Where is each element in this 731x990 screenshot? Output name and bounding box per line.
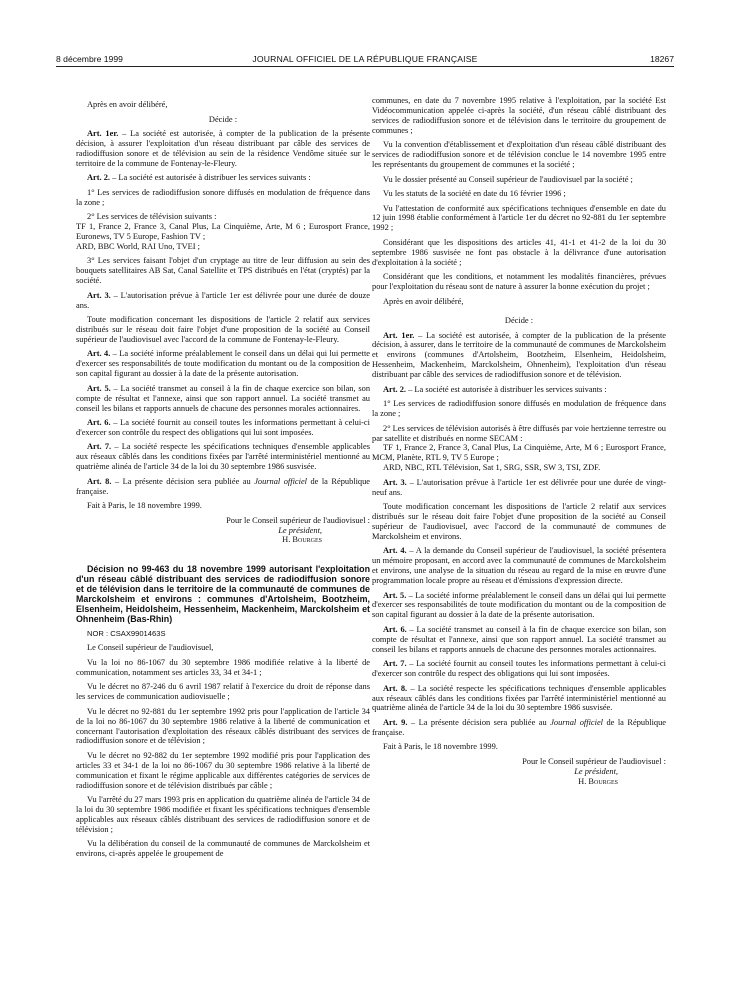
article-2-item-3: 3° Les services faisant l'objet d'un cryptage au titre de leur diffusion au sein des bouquets satellitaires AB Sat, Canal Satellite et TPS distribués en l'état (cryptés) par la société.: [76, 256, 370, 286]
article-text: – La société fournit au conseil toutes les informations permettant à celui-ci d'exercer son contrôle du respect des obligations qui lui sont imposées.: [372, 659, 666, 679]
header-date: 8 décembre 1999: [56, 54, 123, 64]
article-8: [76, 477, 370, 497]
decision-title: Décision no 99-463 du 18 novembre 1999 autorisant l'exploitation d'un réseau câblé distribuant des services de radiodiffusion sonore et de télévision dans le territoire de la communauté de communes de Marckolsheim et environs : communes d'Artolsheim, Bootzheim, Elsenheim, Heidolsheim, Hessenheim, Mackenheim, Marckolsheim et Ohnenheim (Bas-Rhin): [76, 564, 370, 625]
article-label: Art. 1er.: [383, 330, 415, 340]
article-7: [372, 659, 666, 679]
tv-services-foreign: ARD, NBC, RTL Télévision, Sat 1, SRG, SSR, SW 3, TSI, ZDF.: [383, 463, 601, 473]
article-text-end: de la République française.: [372, 717, 667, 737]
article-label: Art. 6.: [383, 624, 407, 634]
signature-name: H. Bourges: [578, 776, 618, 786]
visa-2: Vu le décret no 87-246 du 6 avril 1987 relatif à l'exercice du droit de réponse dans les services de communication audiovisuelle ;: [76, 682, 370, 702]
visa-9: Vu les statuts de la société en date du 16 février 1996 ;: [383, 189, 566, 199]
article-text: – La société informe préalablement le conseil dans un délai qui lui permette d'exercer ses responsabilités de toute modification du montant ou de la composition de son capital figurant au dossier à la date de la présente autorisation.: [372, 590, 666, 620]
signing-date: Fait à Paris, le 18 novembre 1999.: [87, 501, 202, 511]
article-5: [372, 591, 666, 621]
article-8: [372, 684, 666, 714]
visa-10: Vu l'attestation de conformité aux spécifications techniques d'ensemble en date du 12 juin 1998 établie conformément à l'article 1er du décret no 92-881 du 1er septembre 1992 ;: [372, 203, 666, 233]
tv-services-list: TF 1, France 2, France 3, Canal Plus, La Cinquième, Arte, M 6 ; Eurosport France, Euronews, TV 5 Europe, Fashion TV ;: [76, 222, 370, 241]
article-text: – A la demande du Conseil supérieur de l'audiovisuel, la société présentera un mémoire proposant, en accord avec la communauté de communes de Marckolsheim et environs, une analyse de la situation du réseau au regard de la mise en œuvre d'une programmation locale propre au réseau et d'émissions d'expression directe.: [372, 546, 666, 586]
article-text: – La société informe préalablement le conseil dans un délai qui lui permette d'exercer ses responsabilités de toute modification du montant ou de la composition de son capital figurant au dossier à la date de la présente autorisation.: [76, 349, 370, 379]
article-label: Art. 5.: [87, 383, 111, 393]
journal-name: Journal officiel: [550, 717, 603, 727]
decide-heading: Décide :: [504, 316, 534, 326]
article-label: Art. 4.: [87, 349, 111, 359]
article-1: [372, 331, 666, 381]
left-column: [76, 100, 370, 864]
article-3: [372, 478, 666, 498]
deliberation-line: Après en avoir délibéré,: [87, 100, 168, 109]
article-3-paragraph: Toute modification concernant les dispositions de l'article 2 relatif aux services distribués sur le réseau doit faire l'objet d'une proposition de la société au Conseil supérieur de l'audiovisuel avec l'accord de la commune de Fontenay-le-Fleury.: [76, 315, 370, 344]
article-2: [76, 173, 370, 183]
article-text: – La société fournit au conseil toutes les informations permettant à celui-ci d'exercer son contrôle du respect des obligations qui lui sont imposées.: [76, 418, 370, 437]
article-text: – La présente décision sera publiée au: [111, 476, 255, 486]
article-text-end: de la République française.: [76, 476, 371, 496]
article-text: – La société transmet au conseil à la fin de chaque exercice son bilan, son compte de résultat et l'annexe, ainsi que son rapport annuel. La société transmet au conseil les bilans et rapports annuels de chacune des personnes morales actionnaires.: [372, 624, 667, 654]
tv-services-list: TF 1, France 2, France 3, Canal Plus, La Cinquième, Arte, M 6 ; Eurosport France, MCM, Planète, RTL 9, TV 5 Europe ;: [372, 443, 666, 463]
visa-6-continued: communes, en date du 7 novembre 1995 relative à l'exploitation, par la société Est Vidéocommunication appelée ci-après la société, d'un réseau câblé distribuant des services de radiodiffusion sonore et de télévision dans le territoire du groupement de communes ;: [372, 96, 666, 135]
visa-6: Vu la délibération du conseil de la communauté de communes de Marckolsheim et environs, ci-après appelée le groupement de: [76, 839, 370, 859]
journal-name: Journal officiel: [254, 476, 307, 486]
article-label: Art. 9.: [383, 717, 408, 727]
article-label: Art. 7.: [87, 442, 112, 452]
article-3-paragraph: Toute modification concernant les dispositions de l'article 2 relatif aux services distribués sur le réseau doit faire l'objet d'une proposition de la société au Conseil supérieur de l'audiovisuel, avec l'accord de la communauté de communes de Marckolsheim et environs.: [372, 502, 666, 541]
article-6: [76, 418, 370, 438]
deliberation-line: Après en avoir délibéré,: [383, 296, 464, 306]
article-9: [372, 718, 666, 738]
article-text: – La société est autorisée, à compter de la publication de la présente décision, à assurer, dans le territoire de la communauté de communes de Marckolsheim et environs (communes d'Artolsheim, Bootzheim, Elsenheim, Heidolsheim, Hessenheim, Mackenheim, Marckolsheim, Ohnenheim), l'exploitation d'un réseau distribuant par câble des services de radiodiffusion sonore et de télévision.: [372, 330, 666, 380]
article-label: Art. 3.: [87, 290, 111, 300]
article-2-item-2: 2° Les services de télévision suivants :: [87, 212, 217, 222]
article-6: [372, 625, 666, 655]
visa-8: Vu le dossier présenté au Conseil supérieur de l'audiovisuel par la société ;: [383, 174, 633, 184]
article-text: – La société est autorisée, à compter de la publication de la présente décision, à assurer l'exploitation d'un réseau distribuant par câble des services de radiodiffusion sonore et de télévision au sein de la résidence Vendôme située sur le territoire de la commune de Fontenay-le-Fleury.: [76, 129, 370, 168]
header-page-number: 18267: [650, 54, 674, 64]
visa-3: Vu le décret no 92-881 du 1er septembre 1992 pris pour l'application de l'article 34 de la loi no 86-1067 du 30 septembre 1986 relative à la liberté de communication et concernant l'autorisation d'exploitation des réseaux câblés distribuant des services de radiodiffusion sonore et de télévision ;: [76, 706, 370, 746]
signature-title: Le président,: [574, 766, 618, 776]
article-label: Art. 3.: [383, 477, 407, 487]
article-2-item-1: 1° Les services de radiodiffusion sonore diffusés en modulation de fréquence dans la zone ;: [372, 399, 666, 419]
article-text: – La société respecte les spécifications techniques d'ensemble applicables aux réseaux câblés dans les conditions fixées par l'arrêté interministériel mentionné au quatrième alinéa de l'article 34 de la loi du 30 septembre 1986 susvisée.: [372, 683, 666, 713]
article-label: Art. 4.: [383, 546, 407, 556]
signing-date: Fait à Paris, le 18 novembre 1999.: [383, 742, 498, 752]
article-text: – La présente décision sera publiée au: [407, 717, 551, 727]
article-text: – La société respecte les spécifications techniques d'ensemble applicables aux réseaux câblés dans les conditions fixées par l'arrêté interministériel mentionné au quatrième alinéa de l'article 34 de la loi du 30 septembre 1986 susvisée.: [76, 442, 370, 472]
article-3: [76, 291, 370, 311]
article-label: Art. 5.: [383, 590, 407, 600]
article-label: Art. 8.: [383, 683, 408, 693]
article-1: [76, 129, 370, 169]
article-4: [76, 349, 370, 379]
visa-7: Vu la convention d'établissement et d'exploitation d'un réseau câblé distribuant des services de radiodiffusion sonore et de télévision conclue le 14 novembre 1995 entre les représentants du groupement de communes et la société ;: [372, 140, 666, 170]
article-text: – La société transmet au conseil à la fin de chaque exercice son bilan, son compte de résultat et l'annexe, ainsi que son rapport annuel. La société transmet au conseil les bilans et rapports annuels de chacune des personnes morales actionnaires.: [76, 383, 371, 413]
article-4: [372, 546, 666, 586]
signature-title: Le président,: [278, 525, 322, 535]
visa-5: Vu l'arrêté du 27 mars 1993 pris en application du quatrième alinéa de l'article 34 de la loi du 30 septembre 1986 modifiée et fixant les spécifications techniques d'ensemble applicables aux réseaux câblés distribuant des services de radiodiffusion sonore et de télévision ;: [76, 795, 370, 834]
decide-heading: Décide :: [208, 114, 238, 124]
signature-line-1: Pour le Conseil supérieur de l'audiovisuel :: [522, 756, 666, 766]
signature-line-1: Pour le Conseil supérieur de l'audiovisuel :: [226, 515, 370, 525]
nor-reference: NOR : CSAX9901463S: [87, 628, 166, 638]
consideration-2: Considérant que les conditions, et notamment les modalités financières, prévues pour l'exploitation du réseau sont de nature à assurer la bonne exécution du projet ;: [372, 272, 666, 292]
article-text: – La société est autorisée à distribuer les services suivants :: [406, 384, 607, 394]
article-label: Art. 1er.: [87, 129, 119, 138]
article-text: – L'autorisation prévue à l'article 1er est délivrée pour une durée de vingt-neuf ans.: [372, 477, 667, 497]
consideration-1: Considérant que les dispositions des articles 41, 41-1 et 41-2 de la loi du 30 septembre 1986 susvisée ne font pas obstacle à la délivrance d'une autorisation d'exploitation à la société ;: [372, 237, 666, 267]
article-label: Art. 7.: [383, 659, 407, 669]
article-2-item-1: 1° Les services de radiodiffusion sonore diffusés en modulation de fréquence dans la zone ;: [76, 187, 370, 207]
article-7: [76, 442, 370, 472]
article-text: – La société est autorisée à distribuer les services suivants :: [110, 173, 311, 183]
article-5: [76, 384, 370, 414]
header-rule: [56, 66, 674, 67]
right-column: [372, 96, 666, 787]
visa-1: Vu la loi no 86-1067 du 30 septembre 1986 modifiée relative à la liberté de communication, notamment ses articles 33, 34 et 34-1 ;: [76, 657, 370, 677]
article-2: [372, 385, 666, 395]
article-label: Art. 2.: [383, 384, 407, 394]
tv-services-foreign: ARD, BBC World, RAI Uno, TVEI ;: [76, 241, 200, 251]
header-journal-title: JOURNAL OFFICIEL DE LA RÉPUBLIQUE FRANÇAISE: [252, 54, 478, 64]
article-label: Art. 2.: [87, 173, 111, 183]
article-text: – L'autorisation prévue à l'article 1er est délivrée pour une durée de douze ans.: [76, 290, 370, 310]
article-label: Art. 6.: [87, 418, 111, 427]
signature-name: H. Bourges: [282, 535, 322, 545]
article-2-item-2: 2° Les services de télévision autorisés à être diffusés par voie hertzienne terrestre ou par satellite et distribués en norme SECAM :: [372, 423, 666, 443]
article-label: Art. 8.: [87, 476, 112, 486]
visa-4: Vu le décret no 92-882 du 1er septembre 1992 modifié pris pour l'application des articles 33 et 34-1 de la loi no 86-1067 du 30 septembre 1986 relative à la liberté de communication et fixant le régime applicable aux différentes catégories de services de radiodiffusion sonore et de télévision distribués par câble ;: [76, 750, 370, 790]
council-line: Le Conseil supérieur de l'audiovisuel,: [87, 643, 214, 653]
